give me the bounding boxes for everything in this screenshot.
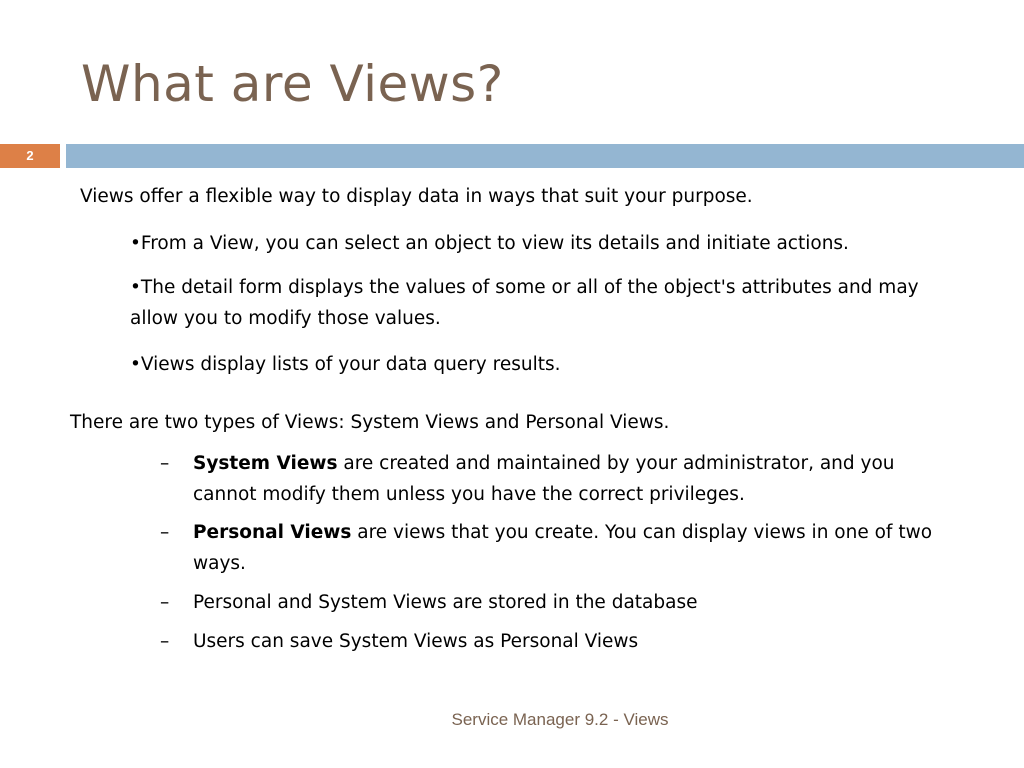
sub-item-storage (160, 587, 960, 618)
bullet-item: •From a View, you can select an object to view its details and initiate actions. (130, 233, 849, 254)
slide-title: What are Views? (81, 55, 504, 113)
sub-item-body: are views that you create. You can display views in one of two ways. (193, 522, 933, 574)
intro-paragraph: Views offer a flexible way to display data in ways that suit your purpose. (80, 186, 753, 207)
sub-item-body: are created and maintained by your administrator, and you cannot modify them unless you have the correct privileges. (193, 453, 895, 505)
sub-item-bold-term: System Views (193, 453, 338, 474)
sub-item-save-as-personal (160, 626, 960, 657)
dash-marker: – (160, 631, 170, 652)
sub-item-body: Users can save System Views as Personal Views (193, 631, 639, 652)
slide-number-badge: 2 (0, 144, 60, 168)
dash-marker: – (160, 453, 170, 474)
sub-item-system-views (160, 448, 960, 510)
bullet-item: •Views display lists of your data query results. (130, 354, 561, 375)
dash-marker: – (160, 522, 170, 543)
sub-item-bold-term: Personal Views (193, 522, 352, 543)
sub-item-body: Personal and System Views are stored in the database (193, 592, 698, 613)
bullet-item: •The detail form displays the values of some or all of the object's attributes and may allow you to modify those values. (130, 277, 919, 329)
dash-marker: – (160, 592, 170, 613)
sub-item-text (193, 448, 960, 510)
types-paragraph: There are two types of Views: System Views and Personal Views. (70, 412, 670, 433)
sub-item-personal-views (160, 517, 960, 579)
sub-item-text (193, 517, 960, 579)
header-accent-bar (66, 144, 1024, 168)
slide-footer: Service Manager 9.2 - Views (451, 710, 669, 729)
